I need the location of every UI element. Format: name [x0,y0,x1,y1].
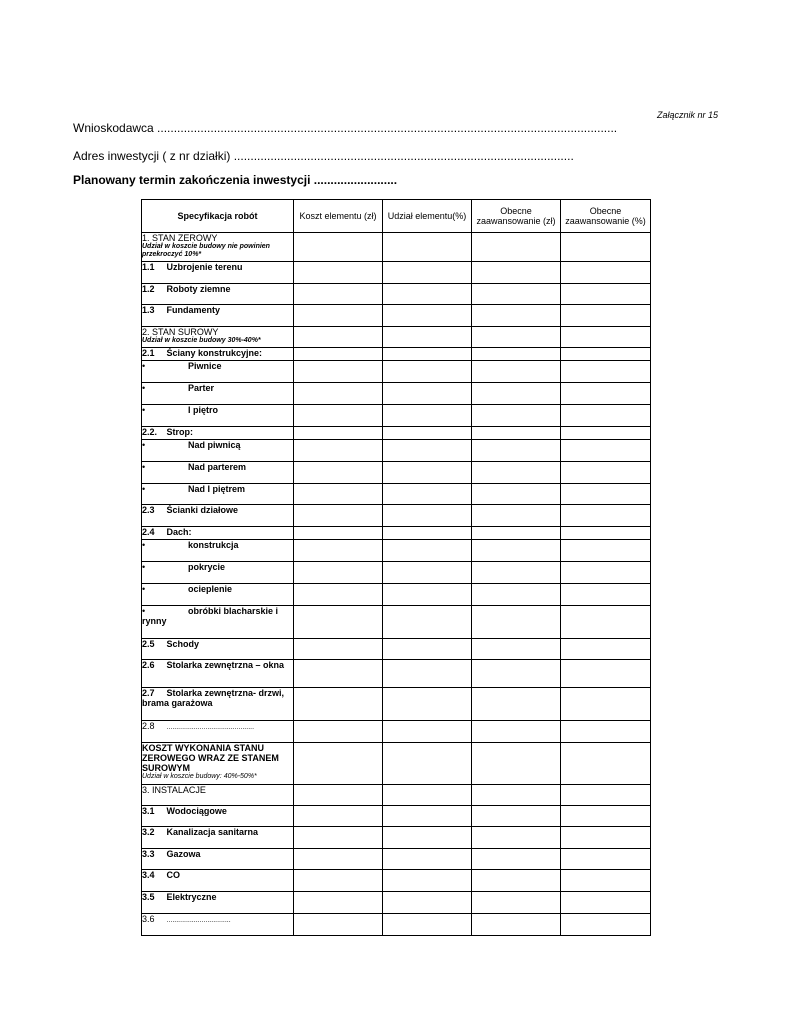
item-label: CO [166,870,181,880]
planned-completion-field[interactable]: Planowany termin zakończenia inwestycji ......................... [73,173,398,187]
item-label: Parter [188,383,215,393]
progress-amount-cell[interactable] [472,284,561,305]
row-label-cell [142,361,294,383]
element-cost-cell[interactable] [294,914,383,936]
row-label-cell [142,440,294,462]
row-label-cell [142,914,294,936]
row-label-cell [142,505,294,527]
item-number: 3.1 [142,806,155,816]
table-row [142,870,651,892]
progress-amount-cell[interactable] [472,688,561,721]
item-label: Roboty ziemne [166,284,231,294]
table-row [142,540,651,562]
element-cost-cell[interactable] [294,284,383,305]
element-share-cell[interactable] [383,743,472,785]
element-share-cell[interactable] [383,584,472,606]
element-share-cell[interactable] [383,348,472,361]
element-share-cell[interactable] [383,405,472,427]
element-cost-cell[interactable] [294,327,383,348]
bullet-icon: • [142,462,146,472]
row-label-cell [142,639,294,660]
progress-percent-cell[interactable] [561,892,651,914]
table-row [142,660,651,688]
element-cost-cell[interactable] [294,540,383,562]
element-share-cell[interactable] [383,262,472,284]
progress-amount-cell[interactable] [472,870,561,892]
item-label: Nad piwnicą [188,440,241,450]
progress-percent-cell[interactable] [561,440,651,462]
element-cost-cell[interactable] [294,688,383,721]
element-share-cell[interactable] [383,233,472,262]
progress-amount-cell[interactable] [472,806,561,827]
element-cost-cell[interactable] [294,262,383,284]
item-number: 2.7 [142,688,155,698]
element-cost-cell[interactable] [294,361,383,383]
item-number: 2.5 [142,639,155,649]
element-cost-cell[interactable] [294,440,383,462]
section-title: 1. STAN ZEROWY [142,233,218,243]
table-row [142,284,651,305]
progress-percent-cell[interactable] [561,806,651,827]
bullet-icon: • [142,562,146,572]
table-row [142,527,651,540]
element-cost-cell[interactable] [294,660,383,688]
row-label-cell [142,892,294,914]
element-share-cell[interactable] [383,383,472,405]
progress-percent-cell[interactable] [561,540,651,562]
element-share-cell[interactable] [383,484,472,505]
row-label-cell [142,484,294,505]
element-share-cell[interactable] [383,427,472,440]
element-share-cell[interactable] [383,361,472,383]
item-number: 2.6 [142,660,155,670]
progress-percent-cell[interactable] [561,262,651,284]
element-share-cell[interactable] [383,606,472,639]
element-share-cell[interactable] [383,562,472,584]
row-label-cell [142,233,294,262]
table-row [142,505,651,527]
blank-entry-field: ............................................. [166,724,255,731]
blank-entry-field: ................................. [166,917,231,924]
item-number: 3.3 [142,849,155,859]
element-share-cell[interactable] [383,540,472,562]
progress-amount-cell[interactable] [472,361,561,383]
item-label: Kanalizacja sanitarna [166,827,259,837]
element-cost-cell[interactable] [294,562,383,584]
progress-amount-cell[interactable] [472,505,561,527]
progress-amount-cell[interactable] [472,462,561,484]
progress-percent-cell[interactable] [561,849,651,870]
item-label: I piętro [188,405,219,415]
table-row [142,233,651,262]
item-label: konstrukcja [188,540,239,550]
item-label: Strop: [166,427,194,437]
progress-amount-cell[interactable] [472,348,561,361]
item-number: 1.2 [142,284,155,294]
item-label: Stolarka zewnętrzna- drzwi, brama garażowa [142,688,285,708]
progress-percent-cell[interactable] [561,527,651,540]
progress-percent-cell[interactable] [561,584,651,606]
item-number: 1.1 [142,262,155,272]
element-cost-cell[interactable] [294,584,383,606]
table-row [142,562,651,584]
row-label-cell [142,806,294,827]
item-label: Nad parterem [188,462,247,472]
progress-amount-cell[interactable] [472,405,561,427]
progress-amount-cell[interactable] [472,660,561,688]
progress-amount-cell[interactable] [472,233,561,262]
row-label-cell [142,743,294,785]
progress-percent-cell[interactable] [561,743,651,785]
column-header-progress-percent: Obecne zaawansowanie (%) [561,200,651,233]
progress-amount-cell[interactable] [472,527,561,540]
element-cost-cell[interactable] [294,639,383,660]
bullet-icon: • [142,484,146,494]
table-row [142,327,651,348]
element-cost-cell[interactable] [294,505,383,527]
element-cost-cell[interactable] [294,743,383,785]
progress-percent-cell[interactable] [561,606,651,639]
progress-amount-cell[interactable] [472,827,561,849]
table-row [142,892,651,914]
summary-title: KOSZT WYKONANIA STANU ZEROWEGO WRAZ ZE STANEM SUROWYM [142,743,279,773]
table-row [142,785,651,806]
item-label: pokrycie [188,562,226,572]
item-label: Stolarka zewnętrzna – okna [166,660,285,670]
progress-percent-cell[interactable] [561,348,651,361]
table-row [142,743,651,785]
progress-amount-cell[interactable] [472,721,561,743]
progress-amount-cell[interactable] [472,914,561,936]
element-share-cell[interactable] [383,785,472,806]
progress-percent-cell[interactable] [561,660,651,688]
annex-label: Załącznik nr 15 [656,110,718,120]
row-label-cell [142,606,294,639]
progress-amount-cell[interactable] [472,849,561,870]
works-specification-table [141,199,651,936]
table-row [142,348,651,361]
item-number: 3.4 [142,870,155,880]
table-row [142,849,651,870]
progress-amount-cell[interactable] [472,639,561,660]
item-label: Wodociągowe [166,806,227,816]
progress-percent-cell[interactable] [561,233,651,262]
progress-percent-cell[interactable] [561,462,651,484]
table-header-row [142,200,651,233]
element-share-cell[interactable] [383,721,472,743]
table-row [142,827,651,849]
item-label: Ścianki działowe [166,505,239,515]
column-header-progress-amount: Obecne zaawansowanie (zł) [472,200,561,233]
bullet-icon: • [142,361,146,371]
element-cost-cell[interactable] [294,606,383,639]
item-label: Fundamenty [166,305,221,315]
progress-percent-cell[interactable] [561,688,651,721]
progress-percent-cell[interactable] [561,405,651,427]
section-note: Udział w koszcie budowy 30%-40%* [142,337,261,344]
element-share-cell[interactable] [383,849,472,870]
row-label-cell [142,584,294,606]
progress-percent-cell[interactable] [561,383,651,405]
progress-amount-cell[interactable] [472,440,561,462]
progress-percent-cell[interactable] [561,505,651,527]
element-share-cell[interactable] [383,870,472,892]
item-label: Piwnice [188,361,222,371]
item-label: Ściany konstrukcyjne: [166,348,263,358]
bullet-icon: • [142,606,146,616]
table-row [142,914,651,936]
table-row [142,806,651,827]
element-cost-cell[interactable] [294,827,383,849]
element-cost-cell[interactable] [294,806,383,827]
row-label-cell [142,870,294,892]
item-number: 3.5 [142,892,155,902]
table-row [142,405,651,427]
element-cost-cell[interactable] [294,721,383,743]
table-row [142,606,651,639]
progress-percent-cell[interactable] [561,785,651,806]
item-label: Gazowa [166,849,201,859]
table-row [142,427,651,440]
table-row [142,688,651,721]
table-row [142,721,651,743]
progress-amount-cell[interactable] [472,305,561,327]
progress-percent-cell[interactable] [561,427,651,440]
table-body [142,233,651,936]
element-cost-cell[interactable] [294,405,383,427]
bullet-icon: • [142,584,146,594]
element-cost-cell[interactable] [294,849,383,870]
progress-percent-cell[interactable] [561,721,651,743]
row-label-cell [142,383,294,405]
item-number: 2.4 [142,527,155,537]
item-number: 2.1 [142,348,155,358]
element-share-cell[interactable] [383,827,472,849]
table-row [142,361,651,383]
element-share-cell[interactable] [383,914,472,936]
element-cost-cell[interactable] [294,870,383,892]
bullet-icon: • [142,383,146,393]
row-label-cell [142,462,294,484]
progress-percent-cell[interactable] [561,827,651,849]
row-label-cell [142,405,294,427]
row-label-cell [142,327,294,348]
element-share-cell[interactable] [383,462,472,484]
progress-percent-cell[interactable] [561,562,651,584]
table-row [142,262,651,284]
progress-percent-cell[interactable] [561,639,651,660]
item-label: Dach: [166,527,192,537]
bullet-icon: • [142,540,146,550]
row-label-cell [142,785,294,806]
section-title: 3. INSTALACJE [142,785,206,795]
column-header-element-share: Udział elementu(%) [383,200,472,233]
element-share-cell[interactable] [383,639,472,660]
table-row [142,584,651,606]
element-cost-cell[interactable] [294,892,383,914]
row-label-cell [142,284,294,305]
progress-amount-cell[interactable] [472,785,561,806]
element-share-cell[interactable] [383,284,472,305]
element-share-cell[interactable] [383,660,472,688]
progress-amount-cell[interactable] [472,562,561,584]
progress-percent-cell[interactable] [561,327,651,348]
bullet-icon: • [142,405,146,415]
progress-percent-cell[interactable] [561,870,651,892]
progress-amount-cell[interactable] [472,427,561,440]
element-share-cell[interactable] [383,527,472,540]
element-cost-cell[interactable] [294,484,383,505]
item-number: 2.2. [142,427,158,437]
table-row [142,639,651,660]
element-cost-cell[interactable] [294,427,383,440]
element-share-cell[interactable] [383,688,472,721]
investment-address-field[interactable]: Adres inwestycji ( z nr działki) ...................................................................................................... [73,149,574,163]
item-label: Schody [166,639,200,649]
progress-amount-cell[interactable] [472,262,561,284]
row-label-cell [142,849,294,870]
row-label-cell [142,660,294,688]
element-cost-cell[interactable] [294,305,383,327]
table-row [142,383,651,405]
row-label-cell [142,721,294,743]
item-label: ocieplenie [188,584,233,594]
row-label-cell [142,348,294,361]
table-row [142,440,651,462]
element-share-cell[interactable] [383,327,472,348]
progress-percent-cell[interactable] [561,914,651,936]
row-label-cell [142,427,294,440]
row-label-cell [142,305,294,327]
applicant-field[interactable]: Wnioskodawca .......................................................................................................................................... [73,121,618,135]
element-cost-cell[interactable] [294,462,383,484]
element-share-cell[interactable] [383,806,472,827]
progress-amount-cell[interactable] [472,892,561,914]
progress-percent-cell[interactable] [561,361,651,383]
row-label-cell [142,527,294,540]
element-cost-cell[interactable] [294,383,383,405]
item-number: 1.3 [142,305,155,315]
progress-percent-cell[interactable] [561,305,651,327]
element-share-cell[interactable] [383,505,472,527]
progress-amount-cell[interactable] [472,584,561,606]
progress-percent-cell[interactable] [561,484,651,505]
row-label-cell [142,540,294,562]
item-label: Uzbrojenie terenu [166,262,243,272]
element-share-cell[interactable] [383,892,472,914]
summary-note: Udział w koszcie budowy: 40%-50%* [142,773,257,780]
table-row [142,305,651,327]
progress-amount-cell[interactable] [472,327,561,348]
item-label: Nad I piętrem [188,484,246,494]
progress-amount-cell[interactable] [472,606,561,639]
item-number: 3.2 [142,827,155,837]
item-number: 2.3 [142,505,155,515]
progress-amount-cell[interactable] [472,484,561,505]
table-row [142,462,651,484]
progress-percent-cell[interactable] [561,284,651,305]
progress-amount-cell[interactable] [472,383,561,405]
section-title: 2. STAN SUROWY [142,327,219,337]
item-label: obróbki blacharskie i rynny [142,606,279,626]
item-label: Elektryczne [166,892,217,902]
row-label-cell [142,262,294,284]
element-share-cell[interactable] [383,305,472,327]
row-label-cell [142,688,294,721]
element-cost-cell[interactable] [294,233,383,262]
element-share-cell[interactable] [383,440,472,462]
row-label-cell [142,562,294,584]
item-number: 2.8 [142,721,155,731]
column-header-specification: Specyfikacja robót [142,200,294,233]
section-note: Udział w koszcie budowy nie powinien przekroczyć 10%* [142,243,270,258]
table-row [142,484,651,505]
row-label-cell [142,827,294,849]
element-cost-cell[interactable] [294,785,383,806]
item-number: 3.6 [142,914,155,924]
element-cost-cell[interactable] [294,348,383,361]
element-cost-cell[interactable] [294,527,383,540]
column-header-element-cost: Koszt elementu (zł) [294,200,383,233]
bullet-icon: • [142,440,146,450]
progress-amount-cell[interactable] [472,540,561,562]
progress-amount-cell[interactable] [472,743,561,785]
